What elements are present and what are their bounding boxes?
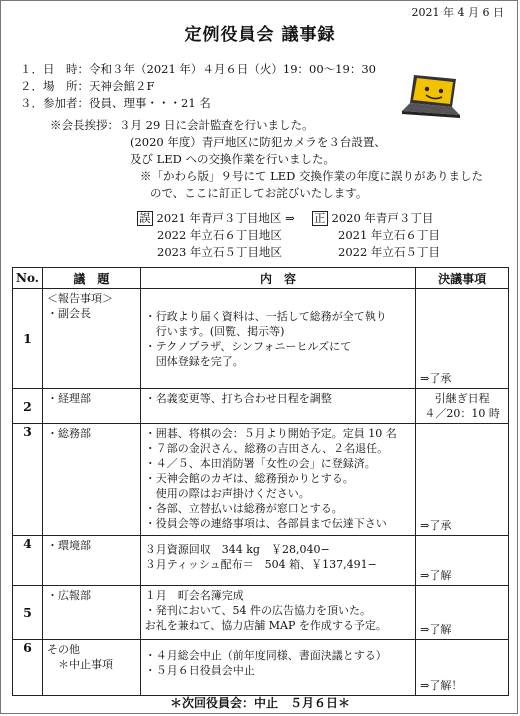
row-content — [140, 289, 415, 389]
greeting-line-3: 及び LED への交換作業を行いました。 — [130, 152, 336, 166]
laptop-mascot-icon — [400, 73, 462, 119]
content-line: ・発刊において、54 件の広告協力を頂いた。 — [144, 604, 372, 617]
content-line: ・役員会等の連絡事項は、各部員まで伝達下さい — [144, 517, 387, 530]
correction-right-3: 2022 年立石５丁目 — [338, 245, 440, 259]
table-row — [13, 424, 509, 536]
document-date: 2021 年 4 月 6 日 — [411, 6, 504, 19]
content-line: ・テクノプラザ、シンフォニーヒルズにて — [144, 340, 352, 353]
greeting-line-1: ※会長挨拶：３月 29 日に会計監査を行いました。 — [50, 118, 314, 132]
row-result — [416, 536, 509, 586]
content-line: お礼を兼ねて、協力店舗 MAP を作成する予定。 — [144, 619, 387, 632]
content-line: ・各部、立替払いは総務が窓口とする。 — [144, 502, 343, 515]
minutes-table — [12, 267, 509, 696]
table-row — [13, 586, 509, 640]
row-subject — [42, 289, 140, 389]
subject-line: ・経理部 — [46, 392, 91, 405]
content-line: ・行政より届く資料は、一括して総務が全て執り — [144, 310, 387, 323]
row-content — [140, 424, 415, 536]
row-no: 5 — [13, 586, 43, 640]
row-content — [140, 536, 415, 586]
row-subject — [42, 389, 140, 424]
subject-line: ・副会長 — [46, 307, 91, 320]
subject-line: ＜報告事項＞ — [46, 292, 113, 305]
result-line: ⇒了解！ — [420, 679, 463, 692]
header-content: 内 容 — [140, 268, 415, 289]
result-line: ⇒了承 — [420, 372, 452, 385]
wrong-mark: 誤 — [139, 211, 151, 225]
result-line: ⇒了承 — [420, 519, 452, 532]
result-line: ⇒了解 — [420, 623, 452, 636]
greeting-line-2: (2020 年度）青戸地区に防犯カメラを３台設置、 — [130, 135, 386, 149]
correction-right-2: 2021 年立石６丁目 — [338, 228, 440, 242]
correction-wrong-2: 2022 年立石６丁目地区 — [157, 228, 282, 242]
content-line: ３月ティッシュ配布＝ 504 箱、￥137,491− — [144, 558, 377, 571]
result-line: ⇒了解 — [420, 569, 452, 582]
document-title: 定例役員会 議事録 — [184, 25, 336, 45]
row-subject — [42, 586, 140, 640]
errata-line-2: ので、ここに訂正してお詫びいたします。 — [150, 186, 368, 200]
content-line: ・天神会館のカギは、総務預かりとする。 — [144, 472, 354, 485]
correction-wrong-row-1 — [137, 210, 295, 226]
subject-line: ・総務部 — [46, 427, 91, 440]
subject-line: ・環境部 — [46, 539, 91, 552]
content-line: ・名義変更等、打ち合わせ日程を調整 — [144, 392, 332, 405]
info-datetime: １．日 時：令和３年（2021 年）４月６日（火）19：00～19：30 — [20, 62, 376, 76]
table-header-row — [13, 268, 509, 289]
table-row — [13, 389, 509, 424]
result-line: 引継ぎ日程 — [434, 392, 490, 405]
header-no: No. — [13, 268, 43, 289]
errata-line-1: ※「かわら版」９号にて LED 交換作業の年度に誤りがありました — [140, 169, 484, 183]
right-mark: 正 — [314, 211, 326, 225]
correction-arrow: ⇒ — [285, 211, 295, 225]
next-meeting-note: ＊次回役員会：中止 ５月６日＊ — [169, 696, 350, 710]
table-row — [13, 289, 509, 389]
correction-right-1: 2020 年青戸３丁目 — [331, 211, 434, 225]
row-content — [140, 640, 415, 696]
row-no: 6 — [13, 640, 43, 696]
correction-wrong-1: 2021 年青戸３丁目地区 — [156, 211, 282, 225]
correction-wrong-3: 2023 年立石５丁目地区 — [157, 245, 282, 259]
content-line: 行います。(回覧、掲示等) — [144, 325, 285, 338]
row-content — [140, 586, 415, 640]
row-no: 1 — [13, 289, 43, 389]
row-result — [416, 640, 509, 696]
row-result — [416, 424, 509, 536]
row-result — [416, 289, 509, 389]
row-content — [140, 389, 415, 424]
row-no: 2 — [13, 389, 43, 424]
info-place: ２．場 所：天神会館２F — [20, 79, 155, 93]
content-line: 団体登録を完了。 — [144, 355, 244, 368]
content-line: １月 町会名簿完成 — [144, 589, 244, 602]
result-line: ４／20：10 時 — [424, 407, 500, 420]
row-subject — [42, 424, 140, 536]
correction-right-row-1 — [312, 210, 433, 226]
row-subject — [42, 536, 140, 586]
table-row — [13, 536, 509, 586]
header-result: 決議事項 — [416, 268, 509, 289]
row-no: 4 — [13, 536, 43, 586]
subject-line: ＊中止事項 — [46, 658, 113, 671]
subject-line: その他 — [46, 643, 80, 656]
info-attendees: ３．参加者：役員、理事・・・21 名 — [20, 96, 211, 110]
row-subject — [42, 640, 140, 696]
table-row — [13, 640, 509, 696]
content-line: ・４月総会中止（前年度同様、書面決議とする） — [144, 649, 387, 662]
content-line: ・囲碁、将棋の会：５月より開始予定。定員 10 名 — [144, 427, 397, 440]
content-line: ・５月６日役員会中止 — [144, 664, 255, 677]
row-result — [416, 586, 509, 640]
header-subject: 議 題 — [42, 268, 140, 289]
row-result — [416, 389, 509, 424]
row-no: 3 — [13, 424, 43, 536]
content-line: ・４／５、本田消防署「女性の会」に登録済。 — [144, 457, 376, 470]
subject-line: ・広報部 — [46, 589, 91, 602]
content-line: ・７部の金沢さん、総務の吉田さん、２名退任。 — [144, 442, 389, 455]
content-line: 使用の際はお声掛けください。 — [144, 487, 310, 500]
content-line: ３月資源回収 344 kg ￥28,040− — [144, 543, 330, 556]
